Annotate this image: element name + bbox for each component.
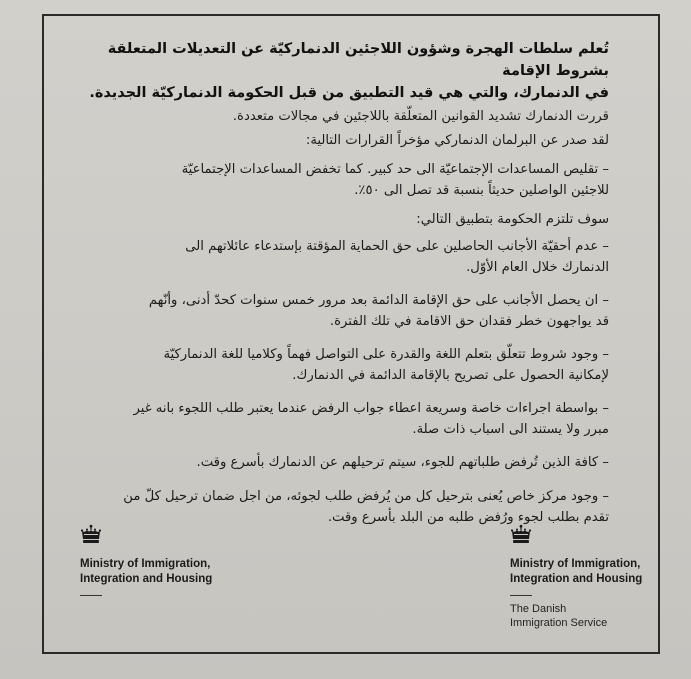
list-item [69,398,609,440]
ministry-name-line-2: Integration and Housing [510,573,643,585]
ministry-logo-left [80,524,212,602]
headline-line-2: في الدنمارك، والتي هي قيد التطبيق من قبل الحكومة الدنماركيّة الجديدة. [89,85,609,101]
list-item [69,452,609,473]
list-item [69,344,609,386]
list-item [69,290,609,332]
list-item-line-1: – عدم أحقيّة الأجانب الحاصلين على حق الحماية المؤقتة بإستدعاء عائلاتهم الى [185,239,609,254]
list-item-line-1: – ان يحصل الأجانب على حق الإقامة الدائمة بعد مرور خمس سنوات كحدّ أدنى، وأنّهم [148,293,609,308]
list-item [69,159,609,201]
list-item [69,236,609,278]
service-name-line-1: The Danish [510,603,567,615]
ministry-name-line-1: Ministry of Immigration, [80,558,211,570]
government-intro: سوف تلتزم الحكومة بتطبيق التالي: [416,212,609,227]
list-item-line-2: للاجئين الواصلين حديثاً بنسبة قد تصل الى ٥٠٪. [354,183,609,198]
list-item-line-2: قد يواجهون خطر فقدان حق الاقامة في تلك الفترة. [329,314,609,329]
intro-line-2: لقد صدر عن البرلمان الدنماركي مؤخراً القرارات التالية: [305,133,609,148]
intro-line-1: قررت الدنمارك تشديد القوانين المتعلّقة باللاجئين في مجالات متعددة. [232,109,609,124]
danish-crown-icon [510,524,532,546]
list-item-line-1: – وجود مركز خاص يُعنى بترحيل كل من يُرفض طلب لجوئه، من اجل ضمان ترحيل كلّ من [123,489,609,504]
list-item-line-1: – تقليص المساعدات الإجتماعيّة الى حد كبير. كما تخفض المساعدات الإجتماعيّة [181,162,609,177]
service-name-line-2: Immigration Service [510,617,608,629]
list-item-line-1: – كافة الذين تُرفض طلباتهم للجوء، سيتم ترحيلهم عن الدنمارك بأسرع وقت. [196,455,609,470]
list-item-line-2: مبرر ولا يستند الى اسباب ذات صلة. [412,422,609,437]
ministry-logo-right [510,524,642,630]
list-item [69,486,609,528]
list-item-line-2: تقدم بطلب لجوء ورُفض طلبه من البلد بأسرع وقت. [327,510,609,525]
headline-line-1: تُعلم سلطات الهجرة وشؤون اللاجئين الدنماركيّة عن التعديلات المتعلقة بشروط الإقامة [107,41,609,79]
government-measures-list [69,236,609,540]
logo-divider [80,595,102,596]
ministry-name-line-1: Ministry of Immigration, [510,558,641,570]
ministry-name-line-2: Integration and Housing [80,573,213,585]
list-item-line-2: لإمكانية الحصول على تصريح بالإقامة الدائمة في الدنمارك. [292,368,609,383]
announcement-headline [69,38,609,104]
list-item-line-1: – وجود شروط تتعلّق بتعلم اللغة والقدرة على التواصل فهماً وكلاميا للغة الدنماركيّة [163,347,609,362]
logo-divider [510,595,532,596]
list-item-line-2: الدنمارك خلال العام الأوّل. [466,260,609,275]
danish-crown-icon [80,524,102,546]
parliament-decisions-list [69,159,609,201]
list-item-line-1: – بواسطة اجراءات خاصة وسريعة اعطاء جواب الرفض عندما يعتبر طلب اللجوء بانه غير [133,401,609,416]
